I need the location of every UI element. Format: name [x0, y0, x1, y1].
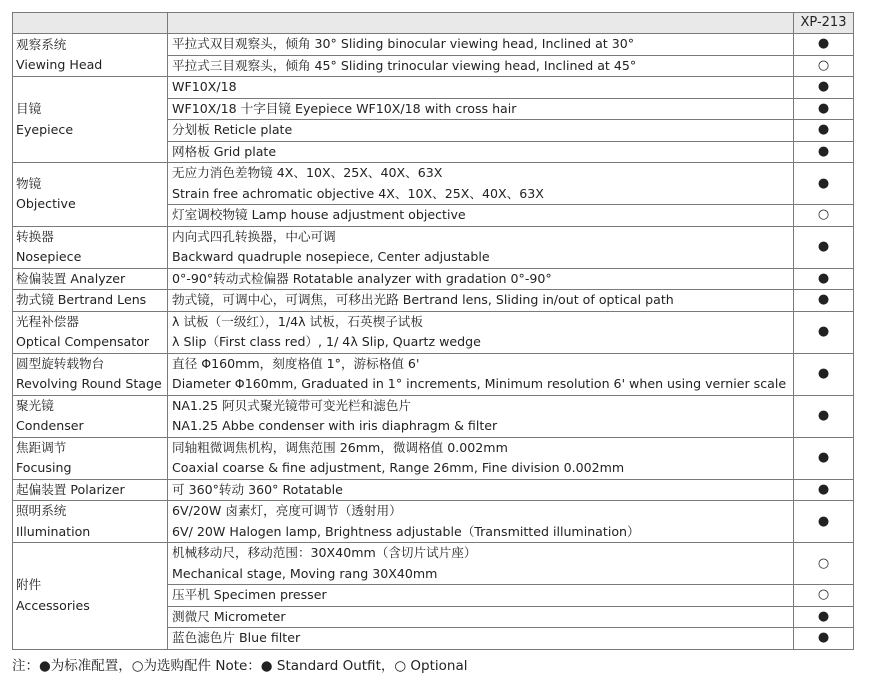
table-row [13, 501, 854, 543]
category-label: Eyepiece [16, 121, 74, 137]
description-cell [168, 55, 794, 77]
category-cell [13, 226, 168, 268]
category-label: Focusing [16, 460, 72, 475]
description-text: 可 360°转动 360° Rotatable [172, 481, 343, 497]
table-row [13, 290, 854, 312]
description-text: 蓝色滤色片 Blue filter [172, 630, 301, 645]
header-desc-cell [168, 13, 794, 34]
description-text: Mechanical stage, Moving rang 30X40mm [172, 565, 438, 581]
description-text: Coaxial coarse & fine adjustment, Range 26mm, Fine division 0.002mm [172, 460, 625, 475]
standard-mark-icon: ● [794, 479, 854, 501]
description-text: WF10X/18 十字目镜 Eyepiece WF10X/18 with cross hair [172, 100, 517, 116]
category-label: 光程补偿器 [16, 313, 79, 329]
table-row [13, 437, 854, 479]
header-row [13, 13, 854, 34]
category-label: 圆型旋转载物台 [16, 355, 105, 371]
description-text: 压平机 Specimen presser [172, 587, 327, 602]
description-cell [168, 437, 794, 479]
description-text: 6V/ 20W Halogen lamp, Brightness adjustable（Transmitted illumination） [172, 523, 640, 539]
description-cell [168, 395, 794, 437]
description-cell [168, 120, 794, 142]
footnote: 注：●为标准配置，○为选购配件 Note：● Standard Outfit，○ Optional [12, 658, 468, 674]
category-label: Optical Compensator [16, 334, 150, 349]
description-text: λ 试板（一级红），1/4λ 试板，石英楔子试板 [172, 313, 423, 329]
category-cell [13, 501, 168, 543]
category-label: 转换器 [16, 228, 54, 244]
description-text: 6V/20W 卤素灯，亮度可调节（透射用） [172, 503, 402, 518]
standard-mark-icon: ● [794, 606, 854, 628]
table-row [13, 34, 854, 56]
category-cell [13, 34, 168, 77]
category-label: Viewing Head [16, 57, 103, 72]
category-label: Illumination [16, 523, 91, 539]
category-cell [13, 479, 168, 501]
table-row [13, 163, 854, 205]
standard-mark-icon: ● [794, 141, 854, 163]
category-cell [13, 311, 168, 353]
description-cell [168, 290, 794, 312]
table-row [13, 543, 854, 585]
description-cell [168, 141, 794, 163]
description-cell [168, 479, 794, 501]
description-text: 同轴粗微调焦机构，调焦范围 26mm，微调格值 0.002mm [172, 439, 508, 455]
standard-mark-icon: ● [794, 437, 854, 479]
description-cell [168, 34, 794, 56]
description-cell [168, 205, 794, 227]
category-label: 起偏装置 Polarizer [16, 481, 125, 497]
table-row [13, 77, 854, 99]
standard-mark-icon: ● [794, 34, 854, 56]
description-text: 测微尺 Micrometer [172, 608, 286, 624]
header-cat-cell [13, 13, 168, 34]
description-text: 平拉式三目观察头，倾角 45° Sliding trinocular viewing head, Inclined at 45° [172, 57, 637, 73]
category-label: Objective [16, 196, 76, 212]
description-cell [168, 606, 794, 628]
category-cell [13, 437, 168, 479]
category-label: 检偏装置 Analyzer [16, 270, 126, 286]
table-row [13, 226, 854, 268]
table-row [13, 268, 854, 290]
category-cell [13, 543, 168, 650]
standard-mark-icon: ● [794, 120, 854, 142]
description-text: 平拉式双目观察头，倾角 30° Sliding binocular viewing head, Inclined at 30° [172, 36, 635, 51]
standard-mark-icon: ● [794, 395, 854, 437]
spec-table-container [12, 12, 854, 650]
category-label: 勃式镜 Bertrand Lens [16, 292, 147, 307]
description-cell [168, 543, 794, 585]
description-cell [168, 585, 794, 607]
description-text: 勃式镜，可调中心，可调焦，可移出光路 Bertrand lens, Sliding in/out of optical path [172, 292, 674, 307]
table-row [13, 479, 854, 501]
description-text: Diameter Φ160mm, Graduated in 1° increments, Minimum resolution 6' when using vernier scale [172, 376, 787, 391]
category-label: 物镜 [16, 175, 42, 191]
category-cell [13, 268, 168, 290]
description-text: 分划板 Reticle plate [172, 122, 293, 137]
standard-mark-icon: ● [794, 311, 854, 353]
standard-mark-icon: ● [794, 98, 854, 120]
description-text: 灯室调校物镜 Lamp house adjustment objective [172, 207, 466, 222]
category-label: 目镜 [16, 101, 42, 116]
description-cell [168, 77, 794, 99]
description-text: 直径 Φ160mm，刻度格值 1°，游标格值 6' [172, 355, 420, 371]
table-row [13, 353, 854, 395]
description-cell [168, 311, 794, 353]
category-label: Condenser [16, 418, 84, 433]
description-text: 无应力消色差物镜 4X、10X、25X、40X、63X [172, 165, 443, 180]
table-row [13, 395, 854, 437]
optional-mark-icon: ○ [794, 55, 854, 77]
description-text: 内向式四孔转换器，中心可调 [172, 228, 336, 244]
category-label: Revolving Round Stage [16, 376, 162, 391]
standard-mark-icon: ● [794, 290, 854, 312]
standard-mark-icon: ● [794, 163, 854, 205]
header-model-cell: XP-213 [794, 13, 854, 34]
description-text: NA1.25 Abbe condenser with iris diaphragm & filter [172, 418, 498, 433]
description-text: WF10X/18 [172, 79, 237, 94]
description-cell [168, 226, 794, 268]
category-cell [13, 290, 168, 312]
description-cell [168, 268, 794, 290]
category-cell [13, 353, 168, 395]
description-text: 0°-90°转动式检偏器 Rotatable analyzer with gradation 0°-90° [172, 270, 552, 286]
description-text: λ Slip（First class red）, 1/ 4λ Slip, Quartz wedge [172, 334, 481, 349]
description-cell [168, 163, 794, 205]
description-text: Strain free achromatic objective 4X、10X、25X、40X、63X [172, 185, 544, 201]
description-text: NA1.25 阿贝式聚光镜带可变光栏和滤色片 [172, 397, 411, 413]
category-cell [13, 163, 168, 227]
standard-mark-icon: ● [794, 77, 854, 99]
category-label: 附件 [16, 577, 42, 593]
description-cell [168, 628, 794, 650]
optional-mark-icon: ○ [794, 543, 854, 585]
description-cell [168, 98, 794, 120]
description-text: Backward quadruple nosepiece, Center adjustable [172, 249, 490, 264]
category-label: 焦距调节 [16, 439, 67, 455]
standard-mark-icon: ● [794, 353, 854, 395]
standard-mark-icon: ● [794, 226, 854, 268]
standard-mark-icon: ● [794, 268, 854, 290]
category-label: Nosepiece [16, 249, 82, 264]
category-label: Accessories [16, 597, 90, 613]
category-label: 观察系统 [16, 36, 67, 52]
category-label: 照明系统 [16, 503, 67, 518]
optional-mark-icon: ○ [794, 205, 854, 227]
description-cell [168, 501, 794, 543]
optional-mark-icon: ○ [794, 585, 854, 607]
description-cell [168, 353, 794, 395]
standard-mark-icon: ● [794, 501, 854, 543]
table-row [13, 311, 854, 353]
standard-mark-icon: ● [794, 628, 854, 650]
description-text: 机械移动尺，移动范围：30X40mm（含切片试片座） [172, 545, 477, 560]
category-label: 聚光镜 [16, 397, 54, 413]
description-text: 网格板 Grid plate [172, 143, 277, 159]
category-cell [13, 77, 168, 163]
category-cell [13, 395, 168, 437]
spec-table [12, 12, 854, 650]
